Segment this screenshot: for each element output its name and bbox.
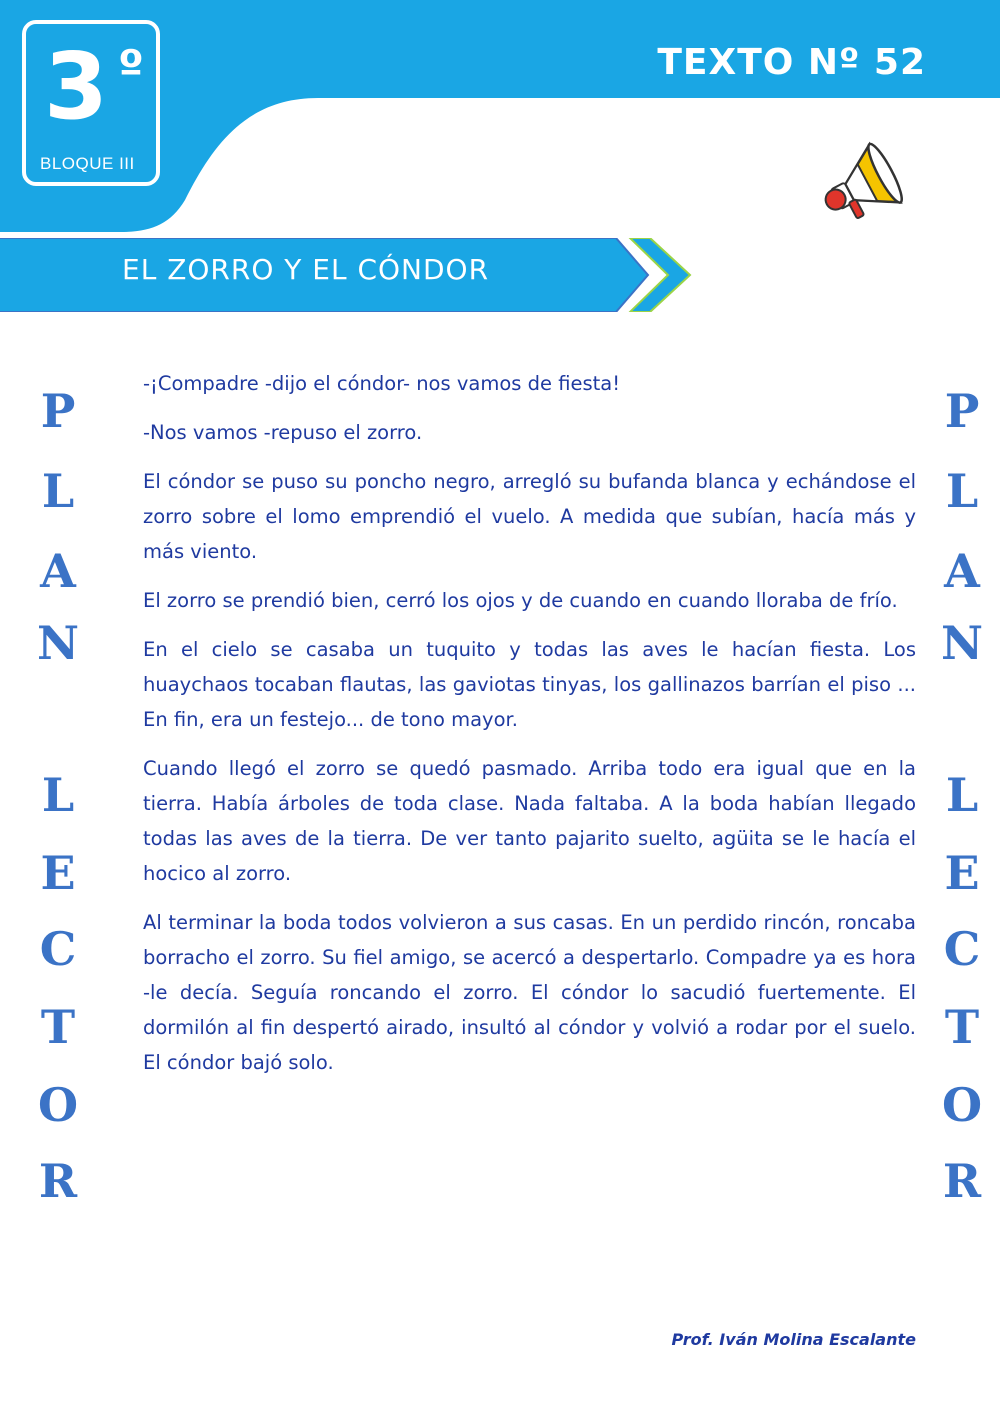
side-letter: R: [942, 1154, 982, 1208]
side-letter: E: [40, 846, 76, 900]
block-label: BLOQUE III: [40, 154, 135, 173]
side-letter: C: [39, 922, 77, 976]
megaphone-icon: [812, 140, 906, 232]
story-body: [143, 366, 916, 1094]
grade-ordinal: º: [118, 40, 144, 94]
paragraph: El cóndor se puso su poncho negro, arregló su bufanda blanca y echándose el zorro sobre el lomo emprendió el vuelo. A medida que subían, hacía más y más viento.: [143, 470, 916, 563]
side-letter: T: [944, 1000, 980, 1054]
side-letter: L: [945, 768, 979, 822]
side-letter: C: [943, 922, 981, 976]
side-letter: R: [38, 1154, 78, 1208]
paragraph: Cuando llegó el zorro se quedó pasmado. Arriba todo era igual que en la tierra. Había árboles de toda clase. Nada faltaba. A la boda habían llegado todas las aves de la tierra. De ver tanto pajarito suelto, agüita se le hacía el hocico al zorro.: [143, 757, 916, 885]
paragraph: Al terminar la boda todos volvieron a sus casas. En un perdido rincón, roncaba borracho el zorro. Su fiel amigo, se acercó a despertarlo. Compadre ya es hora -le decía. Seguía roncando el zorro. El cóndor lo sacudió fuertemente. El dormilón al fin despertó airado, insultó al cóndor y volvió a rodar por el suelo. El cóndor bajó solo.: [143, 911, 916, 1074]
side-letter: A: [944, 544, 980, 598]
side-letter: L: [41, 464, 75, 518]
paragraph: -¡Compadre -dijo el cóndor- nos vamos de fiesta!: [143, 372, 621, 395]
side-letter: N: [36, 616, 80, 670]
grade-number: 3: [44, 33, 107, 140]
text-number: TEXTO Nº 52: [657, 42, 926, 83]
side-letter: P: [944, 384, 980, 438]
story-title: EL ZORRO Y EL CÓNDOR: [122, 253, 490, 286]
side-letter: E: [944, 846, 980, 900]
paragraph: El zorro se prendió bien, cerró los ojos y de cuando en cuando lloraba de frío.: [143, 589, 898, 612]
side-letter: N: [940, 616, 984, 670]
grade-badge: [22, 20, 160, 186]
side-letter: L: [41, 768, 75, 822]
side-letter: O: [37, 1078, 79, 1132]
paragraph: En el cielo se casaba un tuquito y todas las aves le hacían fiesta. Los huaychaos tocaban flautas, las gaviotas tinyas, los gallinazos barrían el piso ... En fin, era un festejo... de tono mayor.: [143, 638, 916, 731]
author-signature: Prof. Iván Molina Escalante: [671, 1330, 916, 1349]
side-letter: A: [40, 544, 76, 598]
paragraph: -Nos vamos -repuso el zorro.: [143, 421, 423, 444]
side-letter: P: [40, 384, 76, 438]
side-letter: L: [945, 464, 979, 518]
side-letter: T: [40, 1000, 76, 1054]
side-letter: O: [941, 1078, 983, 1132]
